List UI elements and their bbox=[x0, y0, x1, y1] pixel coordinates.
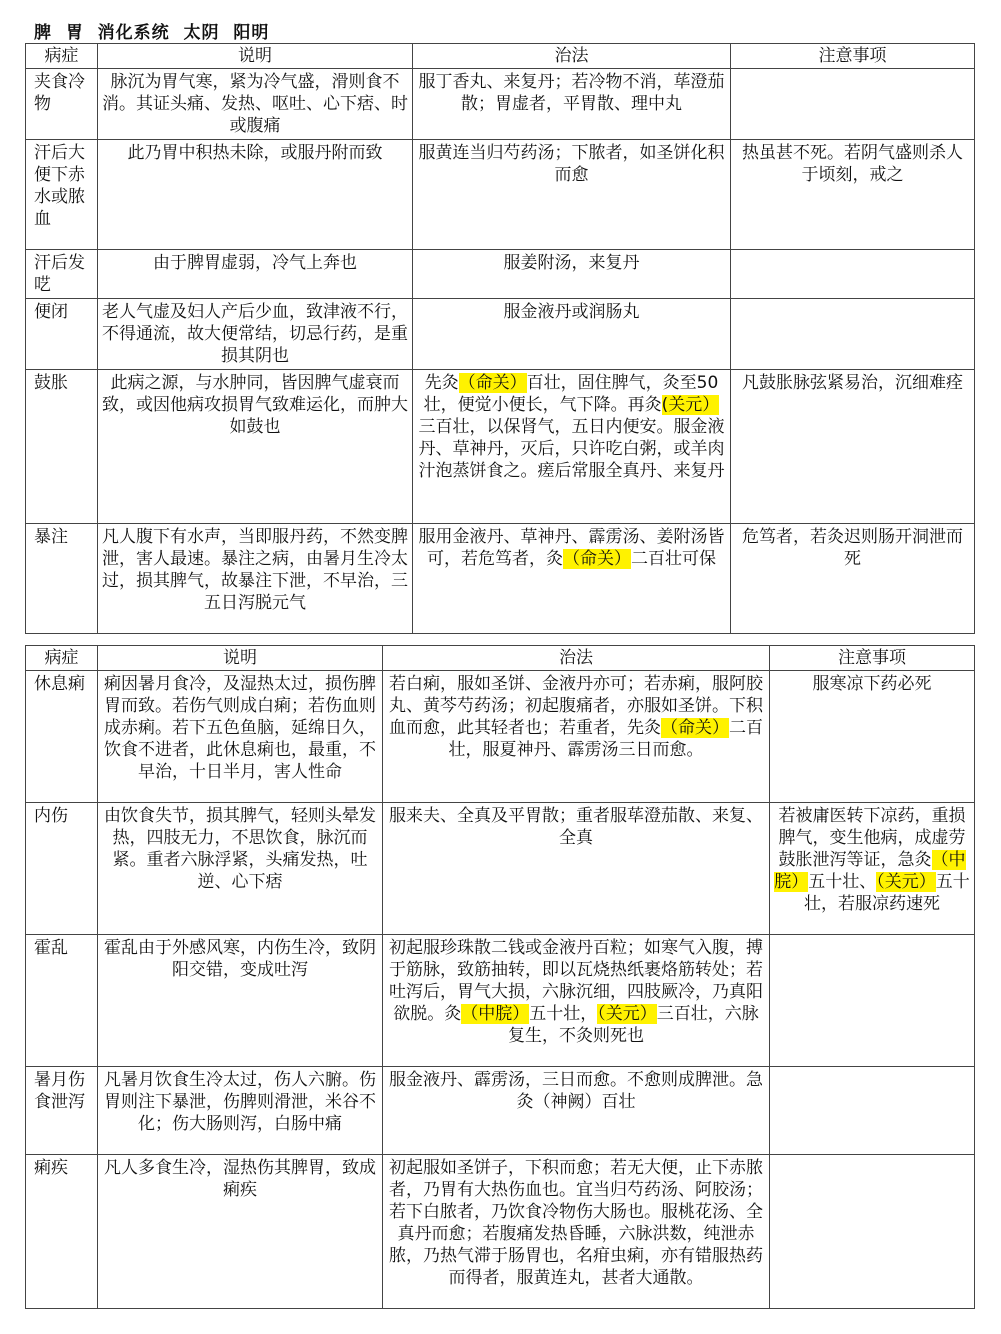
symptom-cell: 休息痢 bbox=[26, 671, 98, 803]
treatment-cell bbox=[383, 671, 770, 803]
table-row bbox=[26, 671, 975, 803]
highlighted-text: （命关） bbox=[661, 718, 729, 738]
table-header-row bbox=[26, 44, 975, 69]
text-segment: 服来夫、全真及平胃散；重者服荜澄茄散、来复、全真 bbox=[389, 806, 763, 848]
highlighted-text: （关元） bbox=[597, 1004, 657, 1024]
treatment-cell bbox=[413, 140, 731, 250]
treatment-cell bbox=[383, 1067, 770, 1155]
treatment-cell bbox=[383, 1155, 770, 1309]
description-cell: 凡暑月饮食生冷太过，伤人六腑。伤胃则注下暴泄，伤脾则滑泄，米谷不化；伤大肠则泻，白肠中痛 bbox=[98, 1067, 383, 1155]
header-treatment: 治法 bbox=[383, 646, 770, 671]
text-segment: 初起服如圣饼子，下积而愈；若无大便，止下赤脓者，乃胃有大热伤血也。宜当归芍药汤、阿胶汤；若下白脓者，乃饮食冷物伤大肠也。服桃花汤、全真丹而愈；若腹痛发热昏睡，六脉洪数，纯泄赤脓，乃热气滞于肠胃也，名疳虫痢，亦有错服热药而得者，服黄连丸，甚者大通散。 bbox=[389, 1158, 763, 1288]
description-cell: 老人气虚及妇人产后少血，致津液不行，不得通流，故大便常结，切忌行药，是重损其阴也 bbox=[98, 299, 413, 370]
table-row bbox=[26, 299, 975, 370]
symptom-cell: 暴注 bbox=[26, 524, 98, 634]
highlighted-text: （中脘） bbox=[461, 1004, 530, 1024]
description-cell: 由于脾胃虚弱，冷气上奔也 bbox=[98, 250, 413, 299]
symptom-cell: 痢疾 bbox=[26, 1155, 98, 1309]
notes-cell bbox=[770, 671, 975, 803]
treatment-cell bbox=[413, 299, 731, 370]
header-symptom: 病症 bbox=[26, 646, 98, 671]
symptom-cell: 暑月伤食泄泻 bbox=[26, 1067, 98, 1155]
header-notes: 注意事项 bbox=[770, 646, 975, 671]
treatment-cell bbox=[383, 803, 770, 935]
text-segment: 若被庸医转下凉药，重损脾气，变生他病，成虚劳鼓胀泄泻等证，急灸 bbox=[778, 806, 966, 870]
highlighted-text: （中脘） bbox=[774, 850, 966, 892]
table-2 bbox=[25, 645, 975, 1309]
header-description: 说明 bbox=[98, 44, 413, 69]
symptom-cell: 鼓胀 bbox=[26, 370, 98, 524]
text-segment: 五十壮，若服凉药速死 bbox=[804, 872, 970, 914]
header-description: 说明 bbox=[98, 646, 383, 671]
treatment-cell bbox=[413, 69, 731, 140]
treatment-cell bbox=[413, 370, 731, 524]
highlighted-text: （关元） bbox=[876, 872, 936, 892]
table-row bbox=[26, 370, 975, 524]
symptom-cell: 汗后大便下赤水或脓血 bbox=[26, 140, 98, 250]
table-row bbox=[26, 1067, 975, 1155]
description-cell: 痢因暑月食冷，及湿热太过，损伤脾胃而致。若伤气则成白痢；若伤血则成赤痢。若下五色鱼脑，延绵日久，饮食不进者，此休息痢也，最重，不早治，十日半月，害人性命 bbox=[98, 671, 383, 803]
text-segment: 若白痢，服如圣饼、金液丹亦可；若赤痢，服阿胶丸、黄芩芍药汤；初起腹痛者，亦服如圣饼。下积血而愈，此其轻者也；若重者，先灸 bbox=[389, 674, 763, 738]
table-row bbox=[26, 1155, 975, 1309]
text-segment: 服黄连当归芍药汤；下脓者，如圣饼化积而愈 bbox=[418, 143, 725, 185]
description-cell: 此乃胃中积热未除，或服丹附而致 bbox=[98, 140, 413, 250]
highlighted-text: （命关） bbox=[458, 373, 527, 393]
text-segment: 服金液丹或润肠丸 bbox=[503, 302, 640, 322]
text-segment: 服姜附汤，来复丹 bbox=[503, 253, 640, 273]
text-segment: 服寒凉下药必死 bbox=[812, 674, 932, 694]
table-row bbox=[26, 803, 975, 935]
text-segment: 初起服珍珠散二钱或金液丹百粒；如寒气入腹，搏于筋脉，致筋抽转，即以瓦烧热纸裹烙筋转处；若吐泻后，胃气大损，六脉沉细，四肢厥冷，乃真阳欲脱。灸 bbox=[389, 938, 763, 1024]
notes-cell: 凡鼓胀脉弦紧易治，沉细难痊 bbox=[731, 370, 975, 524]
notes-cell bbox=[770, 1155, 975, 1309]
treatment-cell bbox=[413, 524, 731, 634]
text-segment: 二百壮，服夏神丹、霹雳汤三日而愈。 bbox=[448, 718, 763, 760]
symptom-cell: 霍乱 bbox=[26, 935, 98, 1067]
header-symptom: 病症 bbox=[26, 44, 98, 69]
treatment-cell bbox=[383, 935, 770, 1067]
text-segment: 服金液丹、霹雳汤，三日而愈。不愈则成脾泄。急灸（神阙）百壮 bbox=[389, 1070, 763, 1112]
symptom-cell: 夹食冷物 bbox=[26, 69, 98, 140]
description-cell: 由饮食失节，损其脾气，轻则头晕发热，四肢无力，不思饮食，脉沉而紧。重者六脉浮紧，头痛发热，吐逆、心下痞 bbox=[98, 803, 383, 935]
notes-cell: 热虽甚不死。若阴气盛则杀人于顷刻，戒之 bbox=[731, 140, 975, 250]
text-segment: 二百壮可保 bbox=[631, 549, 716, 569]
text-segment: 服丁香丸、来复丹；若冷物不消，荜澄茄散；胃虚者，平胃散、理中丸 bbox=[418, 72, 725, 114]
description-cell: 脉沉为胃气寒，紧为冷气盛，滑则食不消。其证头痛、发热、呕吐、心下痞、时或腹痛 bbox=[98, 69, 413, 140]
text-segment: 服用金液丹、草神丹、霹雳汤、姜附汤皆可，若危笃者，灸 bbox=[418, 527, 725, 569]
header-treatment: 治法 bbox=[413, 44, 731, 69]
notes-cell bbox=[770, 1067, 975, 1155]
table-1 bbox=[25, 43, 975, 634]
table-row bbox=[26, 524, 975, 634]
table-row bbox=[26, 140, 975, 250]
page-title: 脾 胃 消化系统 太阴 阳明 bbox=[34, 23, 270, 43]
table-row bbox=[26, 935, 975, 1067]
table-header-row bbox=[26, 646, 975, 671]
treatment-cell bbox=[413, 250, 731, 299]
description-cell: 凡人腹下有水声，当即服丹药，不然变脾泄，害人最速。暴注之病，由暑月生冷太过，损其脾气，故暴注下泄，不早治，三五日泻脱元气 bbox=[98, 524, 413, 634]
highlighted-text: （命关） bbox=[563, 549, 631, 569]
highlighted-text: (关元） bbox=[661, 395, 720, 415]
description-cell: 凡人多食生冷，湿热伤其脾胃，致成痢疾 bbox=[98, 1155, 383, 1309]
table-row bbox=[26, 250, 975, 299]
description-cell: 此病之源，与水肿同，皆因脾气虚衰而致，或因他病攻损胃气致难运化，而肿大如鼓也 bbox=[98, 370, 413, 524]
text-segment: 三百壮，以保肾气，五日内便安。服金液丹、草神丹，灭后，只许吃白粥，或羊肉汁泡蒸饼食之。瘥后常服全真丹、来复丹 bbox=[418, 417, 725, 481]
text-segment: 三百壮，六脉复生，不灸则死也 bbox=[508, 1004, 759, 1046]
notes-cell bbox=[731, 69, 975, 140]
notes-cell bbox=[770, 935, 975, 1067]
header-notes: 注意事项 bbox=[731, 44, 975, 69]
symptom-cell: 内伤 bbox=[26, 803, 98, 935]
notes-cell bbox=[770, 803, 975, 935]
description-cell: 霍乱由于外感风寒，内伤生冷，致阴阳交错，变成吐泻 bbox=[98, 935, 383, 1067]
text-segment: 百壮，固住脾气，灸至50壮，便觉小便长，气下降。再灸 bbox=[423, 373, 719, 415]
text-segment: 先灸 bbox=[424, 373, 459, 393]
notes-cell bbox=[731, 250, 975, 299]
symptom-cell: 汗后发呓 bbox=[26, 250, 98, 299]
text-segment: 五十壮， bbox=[529, 1004, 598, 1024]
text-segment: 五十壮、 bbox=[808, 872, 877, 892]
symptom-cell: 便闭 bbox=[26, 299, 98, 370]
notes-cell: 危笃者，若灸迟则肠开洞泄而死 bbox=[731, 524, 975, 634]
notes-cell bbox=[731, 299, 975, 370]
table-row bbox=[26, 69, 975, 140]
